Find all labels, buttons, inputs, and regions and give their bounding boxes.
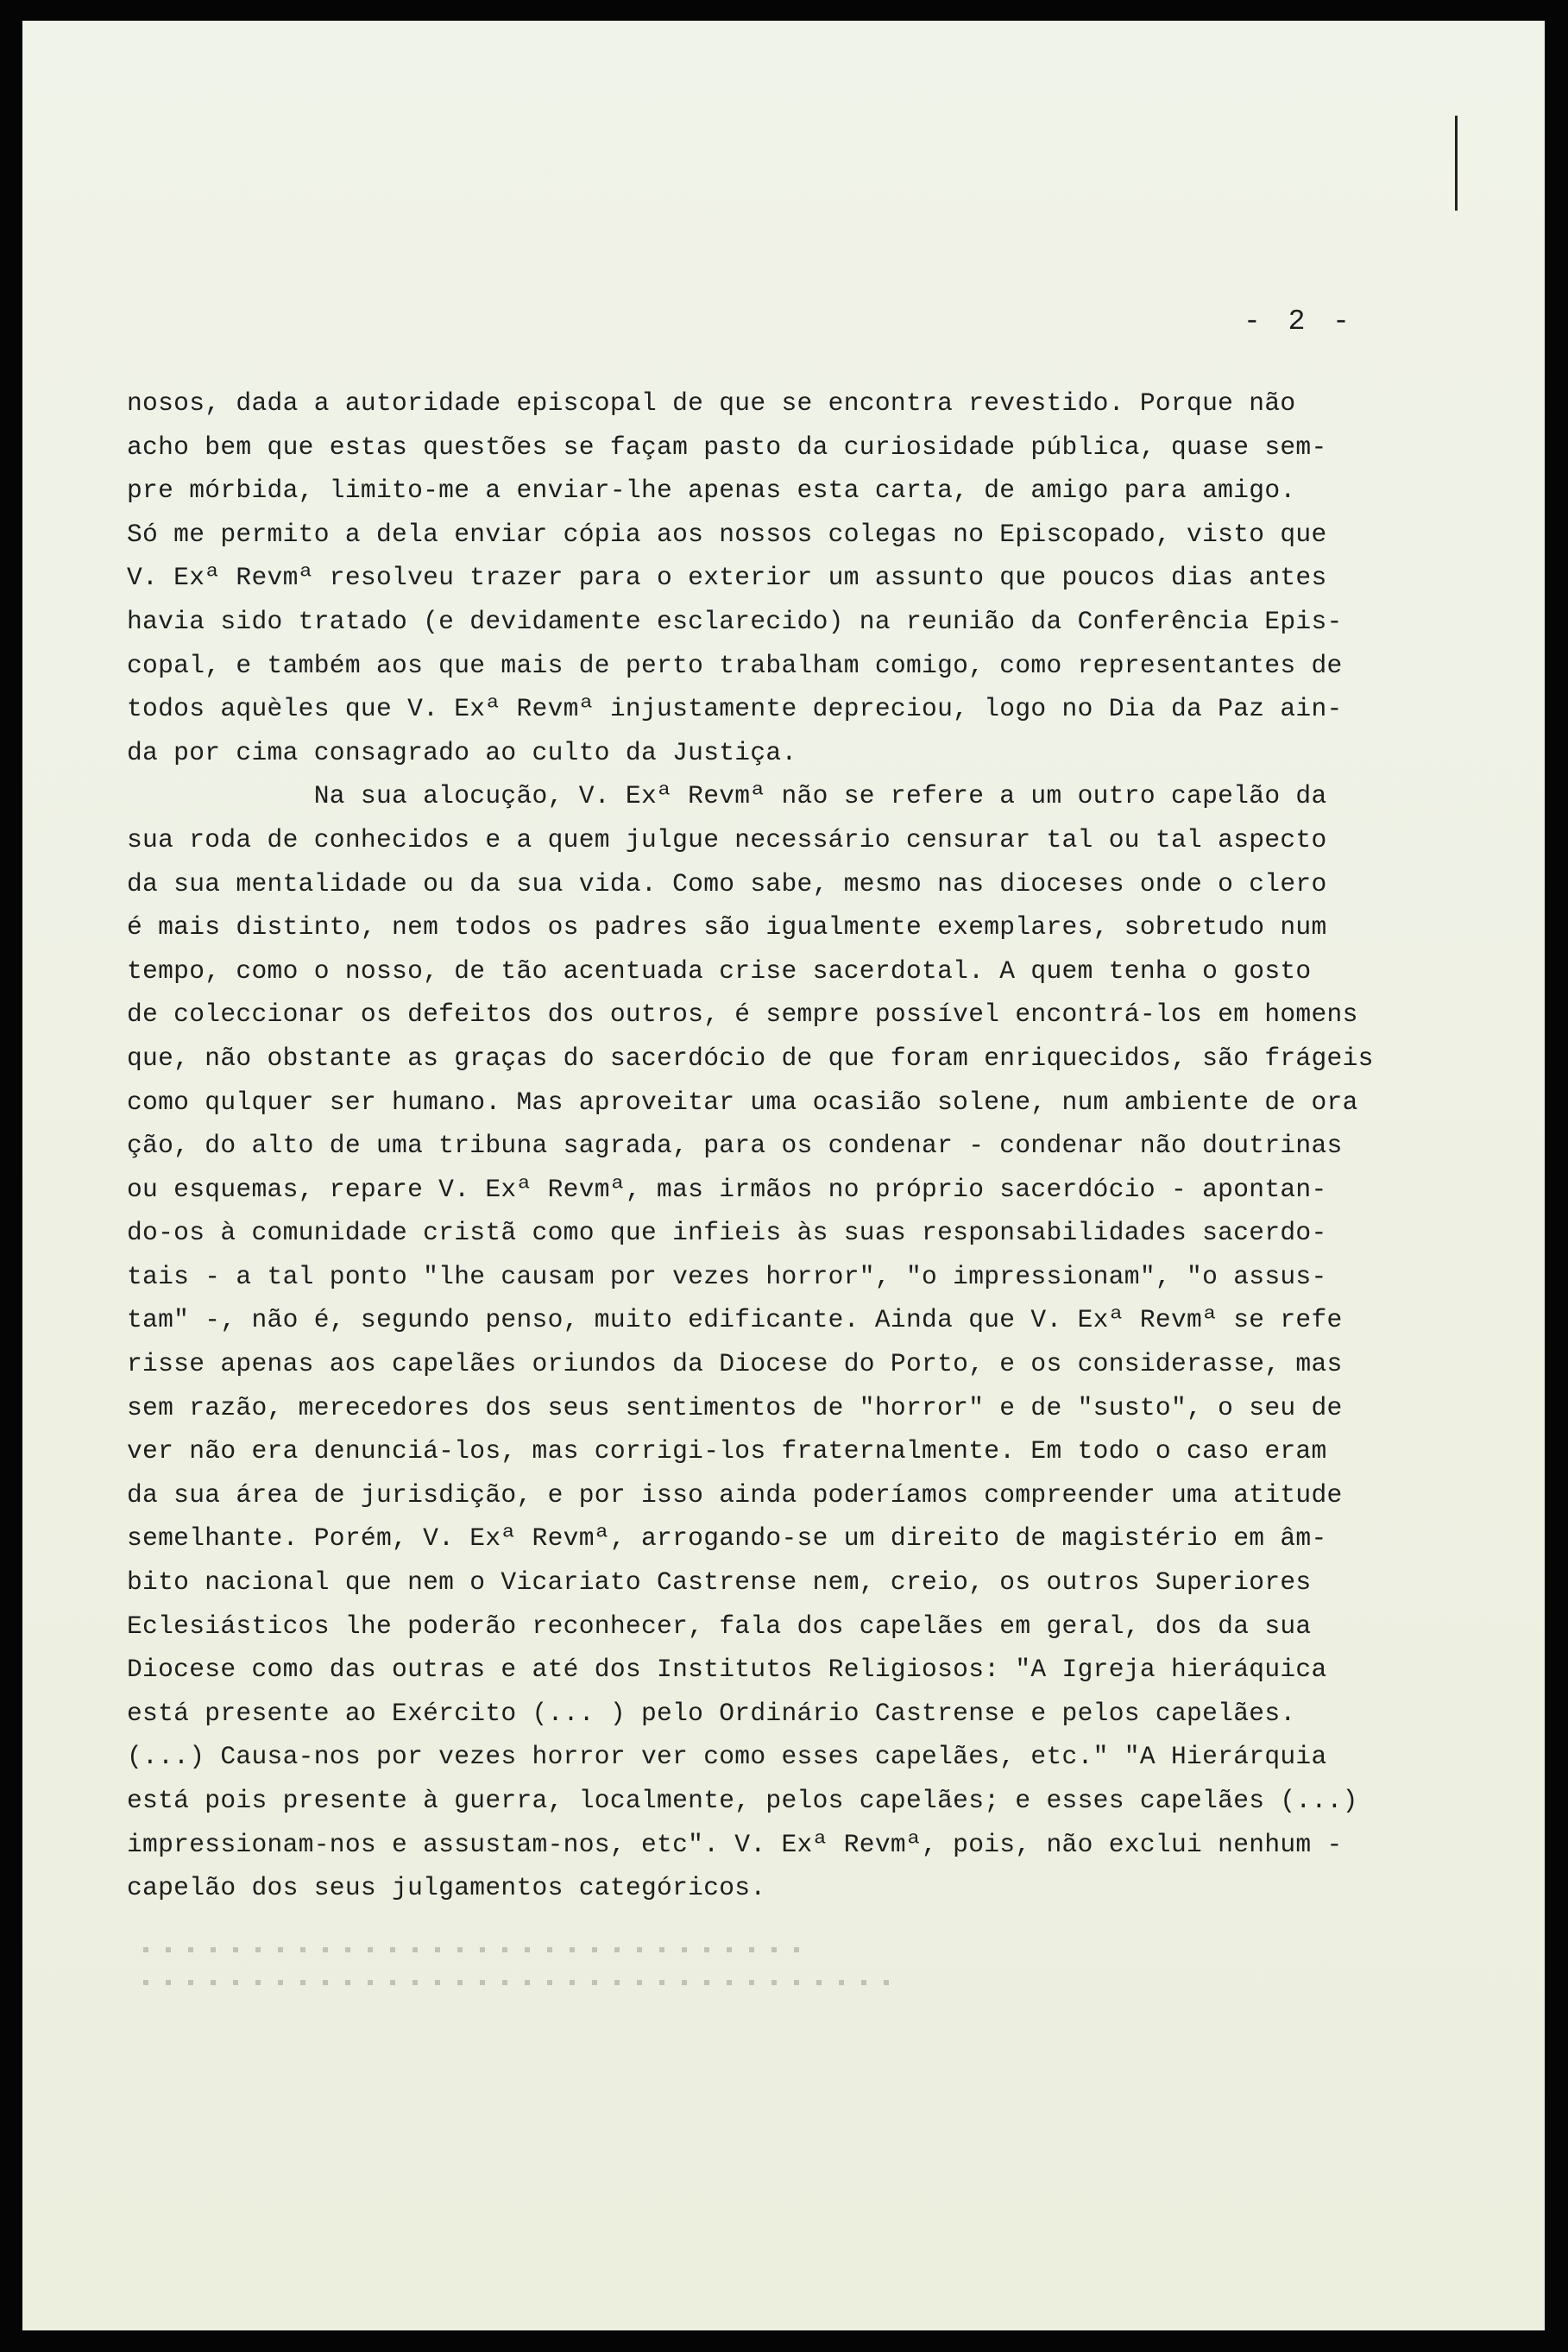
text-line: é mais distinto, nem todos os padres são igualmente exemplares, sobretudo num bbox=[127, 912, 1327, 943]
text-line: nosos, dada a autoridade episcopal de que se encontra revestido. Porque não bbox=[127, 388, 1296, 418]
text-line: que, não obstante as graças do sacerdócio de que foram enriquecidos, são frágeis bbox=[127, 1043, 1374, 1073]
text-line: pre mórbida, limito-me a enviar-lhe apenas esta carta, de amigo para amigo. bbox=[127, 476, 1296, 506]
edge-mark bbox=[1455, 116, 1458, 211]
text-line: da sua área de jurisdição, e por isso ainda poderíamos compreender uma atitude bbox=[127, 1479, 1343, 1510]
text-line: tais - a tal ponto "lhe causam por vezes horror", "o impressionam", "o assus- bbox=[127, 1261, 1327, 1291]
text-line: havia sido tratado (e devidamente esclarecido) na reunião da Conferência Epis- bbox=[127, 606, 1343, 636]
letter-body bbox=[127, 381, 1378, 1910]
text-line: tam" -, não é, segundo penso, muito edificante. Ainda que V. Exª Revmª se refe bbox=[127, 1305, 1343, 1335]
text-line: Diocese como das outras e até dos Institutos Religiosos: "A Igreja hieráquica bbox=[127, 1655, 1327, 1685]
text-line: ção, do alto de uma tribuna sagrada, para os condenar - condenar não doutrinas bbox=[127, 1131, 1343, 1161]
text-line: V. Exª Revmª resolveu trazer para o exterior um assunto que poucos dias antes bbox=[127, 563, 1327, 593]
text-line: ou esquemas, repare V. Exª Revmª, mas irmãos no próprio sacerdócio - apontan- bbox=[127, 1174, 1327, 1204]
text-line: Só me permito a dela enviar cópia aos nossos colegas no Episcopado, visto que bbox=[127, 519, 1327, 549]
text-line: da por cima consagrado ao culto da Justiça. bbox=[127, 737, 797, 767]
text-line: semelhante. Porém, V. Exª Revmª, arrogando-se um direito de magistério em âm- bbox=[127, 1523, 1327, 1554]
text-line: copal, e também aos que mais de perto trabalham comigo, como representantes de bbox=[127, 650, 1343, 680]
text-line: capelão dos seus julgamentos categóricos. bbox=[127, 1873, 766, 1903]
text-line: como qulquer ser humano. Mas aproveitar uma ocasião solene, num ambiente de ora bbox=[127, 1087, 1358, 1117]
text-line: tempo, como o nosso, de tão acentuada crise sacerdotal. A quem tenha o gosto bbox=[127, 955, 1312, 986]
ink-smudge bbox=[143, 1947, 799, 1952]
text-line: risse apenas aos capelães oriundos da Diocese do Porto, e os considerasse, mas bbox=[127, 1349, 1343, 1379]
text-line: Eclesiásticos lhe poderão reconhecer, fala dos capelães em geral, dos da sua bbox=[127, 1611, 1312, 1641]
text-line: acho bem que estas questões se façam pasto da curiosidade pública, quase sem- bbox=[127, 432, 1327, 462]
text-line: ver não era denunciá-los, mas corrigi-los fraternalmente. Em todo o caso eram bbox=[127, 1436, 1327, 1466]
text-line: de coleccionar os defeitos dos outros, é sempre possível encontrá-los em homens bbox=[127, 999, 1358, 1030]
ink-smudge bbox=[143, 1980, 903, 1985]
text-line: sem razão, merecedores dos seus sentimentos de "horror" e de "susto", o seu de bbox=[127, 1392, 1343, 1422]
text-line: bito nacional que nem o Vicariato Castrense nem, creio, os outros Superiores bbox=[127, 1567, 1312, 1598]
text-line: todos aquèles que V. Exª Revmª injustamente depreciou, logo no Dia da Paz ain- bbox=[127, 694, 1343, 724]
text-line: está pois presente à guerra, localmente, pelos capelães; e esses capelães (...) bbox=[127, 1786, 1358, 1815]
text-line: (...) Causa-nos por vezes horror ver como esses capelães, etc." "A Hierárquia bbox=[127, 1742, 1327, 1772]
text-line: está presente ao Exército (... ) pelo Ordinário Castrense e pelos capelães. bbox=[127, 1698, 1296, 1728]
document-page bbox=[22, 21, 1545, 2330]
text-line: Na sua alocução, V. Exª Revmª não se refere a um outro capelão da bbox=[127, 781, 1327, 811]
page-number: - 2 - bbox=[1243, 306, 1355, 337]
text-line: da sua mentalidade ou da sua vida. Como sabe, mesmo nas dioceses onde o clero bbox=[127, 868, 1327, 899]
text-line: impressionam-nos e assustam-nos, etc". V. Exª Revmª, pois, não exclui nenhum - bbox=[127, 1829, 1343, 1859]
text-line: do-os à comunidade cristã como que infieis às suas responsabilidades sacerdo- bbox=[127, 1218, 1327, 1248]
text-line: sua roda de conhecidos e a quem julgue necessário censurar tal ou tal aspecto bbox=[127, 824, 1327, 854]
